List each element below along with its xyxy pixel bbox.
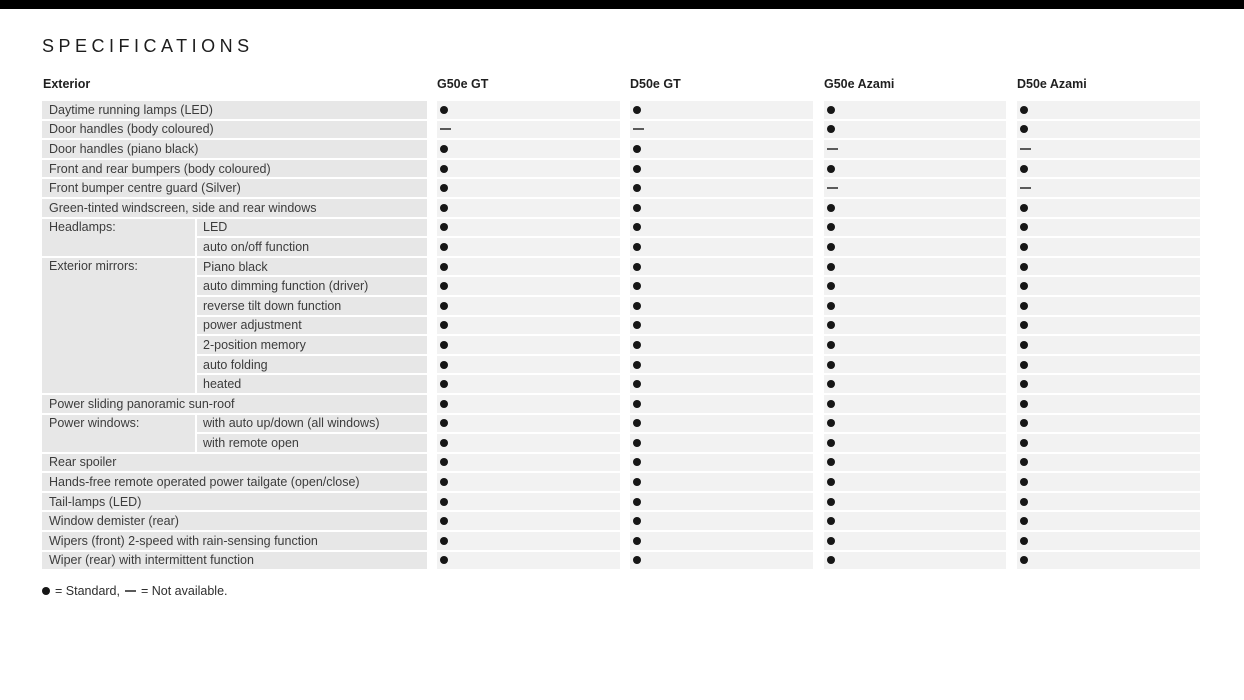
standard-dot-icon (633, 184, 641, 192)
row-label: Daytime running lamps (LED) (42, 101, 427, 119)
spec-cell (437, 238, 620, 256)
spec-cell (824, 375, 1006, 393)
standard-dot-icon (440, 341, 448, 349)
row-label: Window demister (rear) (42, 512, 427, 530)
spec-cell (1017, 238, 1200, 256)
row-sub-label: with auto up/down (all windows) (197, 415, 427, 433)
not-available-dash-icon (827, 148, 838, 150)
standard-dot-icon (1020, 380, 1028, 388)
standard-dot-icon (633, 498, 641, 506)
spec-cell (437, 199, 620, 217)
standard-dot-icon (827, 556, 835, 564)
spec-cell (630, 336, 813, 354)
spec-cell (1017, 160, 1200, 178)
standard-dot-icon (827, 517, 835, 525)
standard-dot-icon (440, 145, 448, 153)
standard-dot-icon (440, 165, 448, 173)
standard-dot-icon (633, 263, 641, 271)
spec-cell (824, 140, 1006, 158)
spec-cell (630, 121, 813, 139)
standard-dot-icon (1020, 478, 1028, 486)
spec-cell (1017, 317, 1200, 335)
spec-cell (824, 434, 1006, 452)
spec-cell (824, 179, 1006, 197)
spec-cell (437, 179, 620, 197)
standard-dot-icon (440, 106, 448, 114)
column-header-model-2: D50e GT (630, 77, 681, 91)
spec-cell (437, 297, 620, 315)
standard-dot-icon (633, 223, 641, 231)
standard-dot-icon (633, 419, 641, 427)
column-header-model-4: D50e Azami (1017, 77, 1087, 91)
row-sub-label: 2-position memory (197, 336, 427, 354)
spec-cell (1017, 277, 1200, 295)
spec-cell (824, 512, 1006, 530)
row-label: Wiper (rear) with intermittent function (42, 552, 427, 570)
column-header-model-3: G50e Azami (824, 77, 895, 91)
spec-cell (824, 336, 1006, 354)
row-sub-label: reverse tilt down function (197, 297, 427, 315)
spec-cell (824, 532, 1006, 550)
spec-cell (1017, 532, 1200, 550)
spec-cell (824, 238, 1006, 256)
standard-dot-icon (1020, 556, 1028, 564)
standard-dot-icon (827, 341, 835, 349)
standard-dot-icon (827, 439, 835, 447)
row-label: Front bumper centre guard (Silver) (42, 179, 427, 197)
spec-cell (1017, 356, 1200, 374)
spec-cell (630, 238, 813, 256)
row-sub-label: Piano black (197, 258, 427, 276)
spec-cell (1017, 434, 1200, 452)
legend-not-available-label: = Not available. (140, 584, 228, 598)
spec-cell (437, 532, 620, 550)
spec-cell (437, 336, 620, 354)
spec-cell (824, 160, 1006, 178)
spec-cell (437, 101, 620, 119)
spec-cell (1017, 101, 1200, 119)
table-header (42, 77, 1202, 93)
standard-dot-icon (827, 165, 835, 173)
standard-dot-icon (827, 204, 835, 212)
spec-cell (824, 258, 1006, 276)
standard-dot-icon (440, 282, 448, 290)
spec-cell (630, 277, 813, 295)
spec-cell (630, 493, 813, 511)
spec-cell (630, 434, 813, 452)
spec-cell (630, 512, 813, 530)
standard-dot-icon (440, 263, 448, 271)
spec-cell (437, 512, 620, 530)
spec-cell (630, 101, 813, 119)
spec-cell (437, 434, 620, 452)
spec-cell (1017, 199, 1200, 217)
standard-dot-icon (633, 439, 641, 447)
standard-dot-icon (827, 282, 835, 290)
row-sub-label: auto folding (197, 356, 427, 374)
standard-dot-icon (1020, 106, 1028, 114)
standard-dot-icon (440, 204, 448, 212)
standard-dot-icon (633, 302, 641, 310)
standard-dot-icon (827, 400, 835, 408)
spec-cell (437, 140, 620, 158)
specifications-table (42, 101, 1200, 569)
standard-dot-icon (1020, 263, 1028, 271)
standard-dot-icon (440, 243, 448, 251)
standard-dot-icon (633, 165, 641, 173)
standard-dot-icon (827, 106, 835, 114)
standard-dot-icon (827, 458, 835, 466)
standard-dot-icon (633, 556, 641, 564)
row-label: Door handles (body coloured) (42, 121, 427, 139)
spec-cell (1017, 512, 1200, 530)
spec-cell (630, 199, 813, 217)
row-label: Hands-free remote operated power tailgate (open/close) (42, 473, 427, 491)
standard-dot-icon (440, 458, 448, 466)
spec-cell (630, 317, 813, 335)
row-label: Door handles (piano black) (42, 140, 427, 158)
standard-dot-icon (440, 302, 448, 310)
standard-dot-icon (633, 517, 641, 525)
spec-cell (630, 375, 813, 393)
standard-dot-icon (827, 537, 835, 545)
spec-cell (824, 356, 1006, 374)
standard-dot-icon (440, 498, 448, 506)
row-sub-label: power adjustment (197, 317, 427, 335)
spec-cell (1017, 375, 1200, 393)
standard-dot-icon (1020, 458, 1028, 466)
spec-cell (437, 277, 620, 295)
spec-cell (1017, 395, 1200, 413)
row-sub-label: with remote open (197, 434, 427, 452)
spec-cell (824, 317, 1006, 335)
row-label: Rear spoiler (42, 454, 427, 472)
legend-standard-label: = Standard, (55, 584, 120, 598)
not-available-dash-icon (1020, 187, 1031, 189)
standard-dot-icon (1020, 517, 1028, 525)
spec-cell (824, 473, 1006, 491)
spec-cell (630, 552, 813, 570)
column-header-model-1: G50e GT (437, 77, 489, 91)
standard-dot-icon (827, 263, 835, 271)
not-available-dash-icon (633, 128, 644, 130)
standard-dot-icon (440, 321, 448, 329)
standard-dot-icon (1020, 243, 1028, 251)
spec-cell (1017, 552, 1200, 570)
standard-dot-icon (42, 587, 50, 595)
row-group-label: Exterior mirrors: (42, 258, 195, 393)
standard-dot-icon (440, 361, 448, 369)
spec-cell (630, 356, 813, 374)
standard-dot-icon (633, 204, 641, 212)
row-group-label: Power windows: (42, 415, 195, 452)
standard-dot-icon (633, 361, 641, 369)
standard-dot-icon (440, 419, 448, 427)
spec-cell (630, 258, 813, 276)
spec-cell (437, 219, 620, 237)
spec-cell (437, 552, 620, 570)
spec-cell (630, 454, 813, 472)
column-header-category: Exterior (43, 77, 91, 91)
standard-dot-icon (633, 243, 641, 251)
not-available-dash-icon (1020, 148, 1031, 150)
standard-dot-icon (827, 361, 835, 369)
standard-dot-icon (1020, 165, 1028, 173)
spec-cell (630, 415, 813, 433)
standard-dot-icon (827, 380, 835, 388)
spec-cell (630, 179, 813, 197)
standard-dot-icon (1020, 498, 1028, 506)
standard-dot-icon (1020, 223, 1028, 231)
spec-cell (437, 258, 620, 276)
not-available-dash-icon (827, 187, 838, 189)
standard-dot-icon (440, 537, 448, 545)
standard-dot-icon (1020, 400, 1028, 408)
spec-cell (630, 395, 813, 413)
spec-cell (630, 297, 813, 315)
standard-dot-icon (827, 125, 835, 133)
row-group-label: Headlamps: (42, 219, 195, 256)
spec-cell (824, 121, 1006, 139)
spec-cell (437, 356, 620, 374)
standard-dot-icon (827, 321, 835, 329)
spec-cell (824, 395, 1006, 413)
row-sub-label: auto on/off function (197, 238, 427, 256)
standard-dot-icon (440, 439, 448, 447)
standard-dot-icon (440, 184, 448, 192)
standard-dot-icon (1020, 419, 1028, 427)
spec-cell (1017, 179, 1200, 197)
standard-dot-icon (633, 282, 641, 290)
row-label: Front and rear bumpers (body coloured) (42, 160, 427, 178)
standard-dot-icon (827, 498, 835, 506)
standard-dot-icon (440, 223, 448, 231)
standard-dot-icon (440, 380, 448, 388)
spec-cell (1017, 121, 1200, 139)
spec-cell (437, 160, 620, 178)
spec-cell (630, 473, 813, 491)
spec-cell (1017, 297, 1200, 315)
row-label: Power sliding panoramic sun-roof (42, 395, 427, 413)
standard-dot-icon (440, 556, 448, 564)
standard-dot-icon (440, 517, 448, 525)
spec-cell (824, 101, 1006, 119)
spec-cell (630, 140, 813, 158)
standard-dot-icon (827, 223, 835, 231)
standard-dot-icon (633, 478, 641, 486)
row-sub-label: heated (197, 375, 427, 393)
row-sub-label: LED (197, 219, 427, 237)
spec-cell (437, 121, 620, 139)
row-label: Green-tinted windscreen, side and rear windows (42, 199, 427, 217)
spec-cell (437, 415, 620, 433)
not-available-dash-icon (440, 128, 451, 130)
standard-dot-icon (633, 380, 641, 388)
standard-dot-icon (633, 106, 641, 114)
standard-dot-icon (1020, 537, 1028, 545)
standard-dot-icon (827, 419, 835, 427)
standard-dot-icon (440, 478, 448, 486)
spec-cell (1017, 415, 1200, 433)
spec-cell (630, 160, 813, 178)
spec-cell (824, 199, 1006, 217)
standard-dot-icon (440, 400, 448, 408)
spec-cell (1017, 219, 1200, 237)
legend (42, 584, 228, 598)
spec-cell (824, 415, 1006, 433)
standard-dot-icon (633, 458, 641, 466)
standard-dot-icon (1020, 341, 1028, 349)
standard-dot-icon (827, 243, 835, 251)
standard-dot-icon (633, 400, 641, 408)
standard-dot-icon (1020, 204, 1028, 212)
standard-dot-icon (633, 537, 641, 545)
spec-cell (824, 277, 1006, 295)
standard-dot-icon (827, 478, 835, 486)
spec-cell (824, 552, 1006, 570)
spec-cell (1017, 473, 1200, 491)
standard-dot-icon (633, 145, 641, 153)
standard-dot-icon (827, 302, 835, 310)
spec-cell (437, 493, 620, 511)
spec-cell (437, 454, 620, 472)
spec-cell (1017, 258, 1200, 276)
not-available-dash-icon (125, 590, 136, 592)
row-label: Tail-lamps (LED) (42, 493, 427, 511)
spec-cell (1017, 454, 1200, 472)
spec-cell (1017, 493, 1200, 511)
top-bar (0, 0, 1244, 9)
spec-cell (437, 395, 620, 413)
spec-cell (824, 493, 1006, 511)
row-sub-label: auto dimming function (driver) (197, 277, 427, 295)
spec-cell (437, 317, 620, 335)
spec-cell (824, 297, 1006, 315)
standard-dot-icon (1020, 302, 1028, 310)
spec-cell (1017, 336, 1200, 354)
standard-dot-icon (633, 341, 641, 349)
spec-cell (437, 375, 620, 393)
standard-dot-icon (1020, 125, 1028, 133)
spec-cell (630, 532, 813, 550)
standard-dot-icon (1020, 439, 1028, 447)
spec-cell (824, 454, 1006, 472)
spec-cell (824, 219, 1006, 237)
standard-dot-icon (1020, 282, 1028, 290)
spec-cell (630, 219, 813, 237)
standard-dot-icon (1020, 321, 1028, 329)
spec-cell (1017, 140, 1200, 158)
standard-dot-icon (1020, 361, 1028, 369)
standard-dot-icon (633, 321, 641, 329)
page-title: SPECIFICATIONS (42, 36, 254, 56)
spec-cell (437, 473, 620, 491)
row-label: Wipers (front) 2-speed with rain-sensing function (42, 532, 427, 550)
